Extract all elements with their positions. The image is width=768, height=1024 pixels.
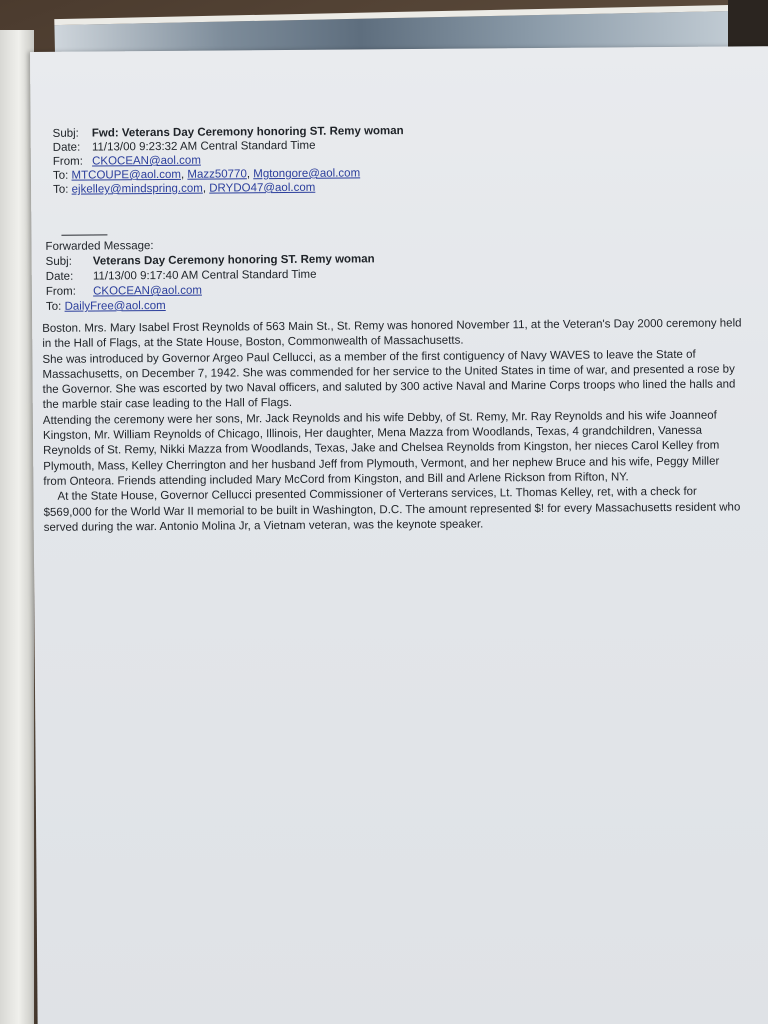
fw-subject-line [46, 252, 375, 270]
subject-line [53, 124, 404, 141]
separator-rule [61, 234, 107, 235]
fw-subject-label: Subj: [45, 255, 72, 268]
recipient-link[interactable]: Mgtongore@aol.com [253, 167, 361, 181]
printed-email-page [30, 46, 768, 1024]
to-label: To: [52, 169, 69, 182]
to-line-2: To: ejkelley@mindspring.com, DRYDO47@aol.com [53, 181, 316, 196]
fw-to-label: To: [45, 300, 62, 313]
fw-subject-value: Veterans Day Ceremony honoring ST. Remy woman [92, 253, 375, 268]
fw-to-link[interactable]: DailyFree@aol.com [64, 299, 166, 313]
recipient-link[interactable]: Mazz50770 [187, 168, 247, 181]
fw-date-label: Date: [45, 270, 74, 283]
fw-date-value: 11/13/00 9:17:40 AM Central Standard Time [92, 268, 317, 283]
binder-edge [0, 30, 34, 1024]
body-paragraph: Boston. Mrs. Mary Isabel Frost Reynolds of 563 Main St., St. Remy was honored November 11, at the Veteran's Day 2000 ceremony held in the Hall of Flags, at the State House, Boston, Commonwealth of Massachusetts. [42, 317, 742, 351]
subject-label: Subj: [52, 127, 79, 140]
body-paragraph: At the State House, Governor Cellucci presented Commissioner of Verterans services, Lt. Thomas Kelley, ret, with a check for $569,000 for the World War II memorial to be built in Washington, D.C. The amount represented $! for every Massachusetts resident who served during the war. Antonio Molina Jr, a Vietnam veteran, was the keynote speaker. [43, 486, 741, 534]
body-paragraph: She was introduced by Governor Argeo Paul Cellucci, as a member of the first contiguency of Navy WAVES to leave the State of Massachusetts, on December 7, 1942. She was commended for her service to the United States in time of war, and presented a rose by the Governor. She was escorted by two Naval officers, and saluted by 300 active Naval and Marine Corps troops who lined the halls and the marble stair case leading to the Hall of Flags. [42, 348, 736, 412]
recipient-link[interactable]: ejkelley@mindspring.com [71, 182, 203, 196]
from-link[interactable]: CKOCEAN@aol.com [92, 154, 201, 168]
body-paragraph: Attending the ceremony were her sons, Mr. Jack Reynolds and his wife Debby, of St. Remy, Mr. Ray Reynolds and his wife Joanneof Kingston, Mr. William Reynolds of Chicago, Illinois, Her daughter, Mena Mazza from Woodlands, Texas, 4 grandchildren, Vanessa Reynolds of St. Remy, Nikki Mazza from Woodlands, Texas, Jake and Chelsea Reynolds from Kingston, her nieces Carol Kelley from Plymouth, Mass, Kelley Cherrington and her husband Jeff from Plymouth, Vermont, and her nephew Bruce and his wife, Peggy Miller from Onteora. Friends attending included Mary McCord from Kingston, and Bill and Arlene Rickson from Rifton, NY. [42, 409, 720, 488]
to-label: To: [53, 183, 69, 196]
from-label: From: [52, 155, 83, 168]
message-body [42, 316, 744, 536]
recipient-link[interactable]: DRYDO47@aol.com [209, 181, 316, 195]
recipient-link[interactable]: MTCOUPE@aol.com [71, 168, 182, 182]
forwarded-message-header [45, 237, 375, 315]
fw-from-label: From: [45, 285, 76, 298]
fw-to-line [46, 297, 375, 315]
date-value: 11/13/00 9:23:32 AM Central Standard Time [91, 139, 316, 154]
to-line-1: To: MTCOUPE@aol.com, Mazz50770, Mgtongore@aol.com [52, 167, 361, 182]
fw-from-link[interactable]: CKOCEAN@aol.com [93, 284, 202, 298]
date-label: Date: [52, 141, 81, 154]
email-header [53, 124, 405, 197]
forwarded-label: Forwarded Message: [45, 240, 154, 253]
subject-value: Fwd: Veterans Day Ceremony honoring ST. Remy woman [91, 125, 404, 140]
